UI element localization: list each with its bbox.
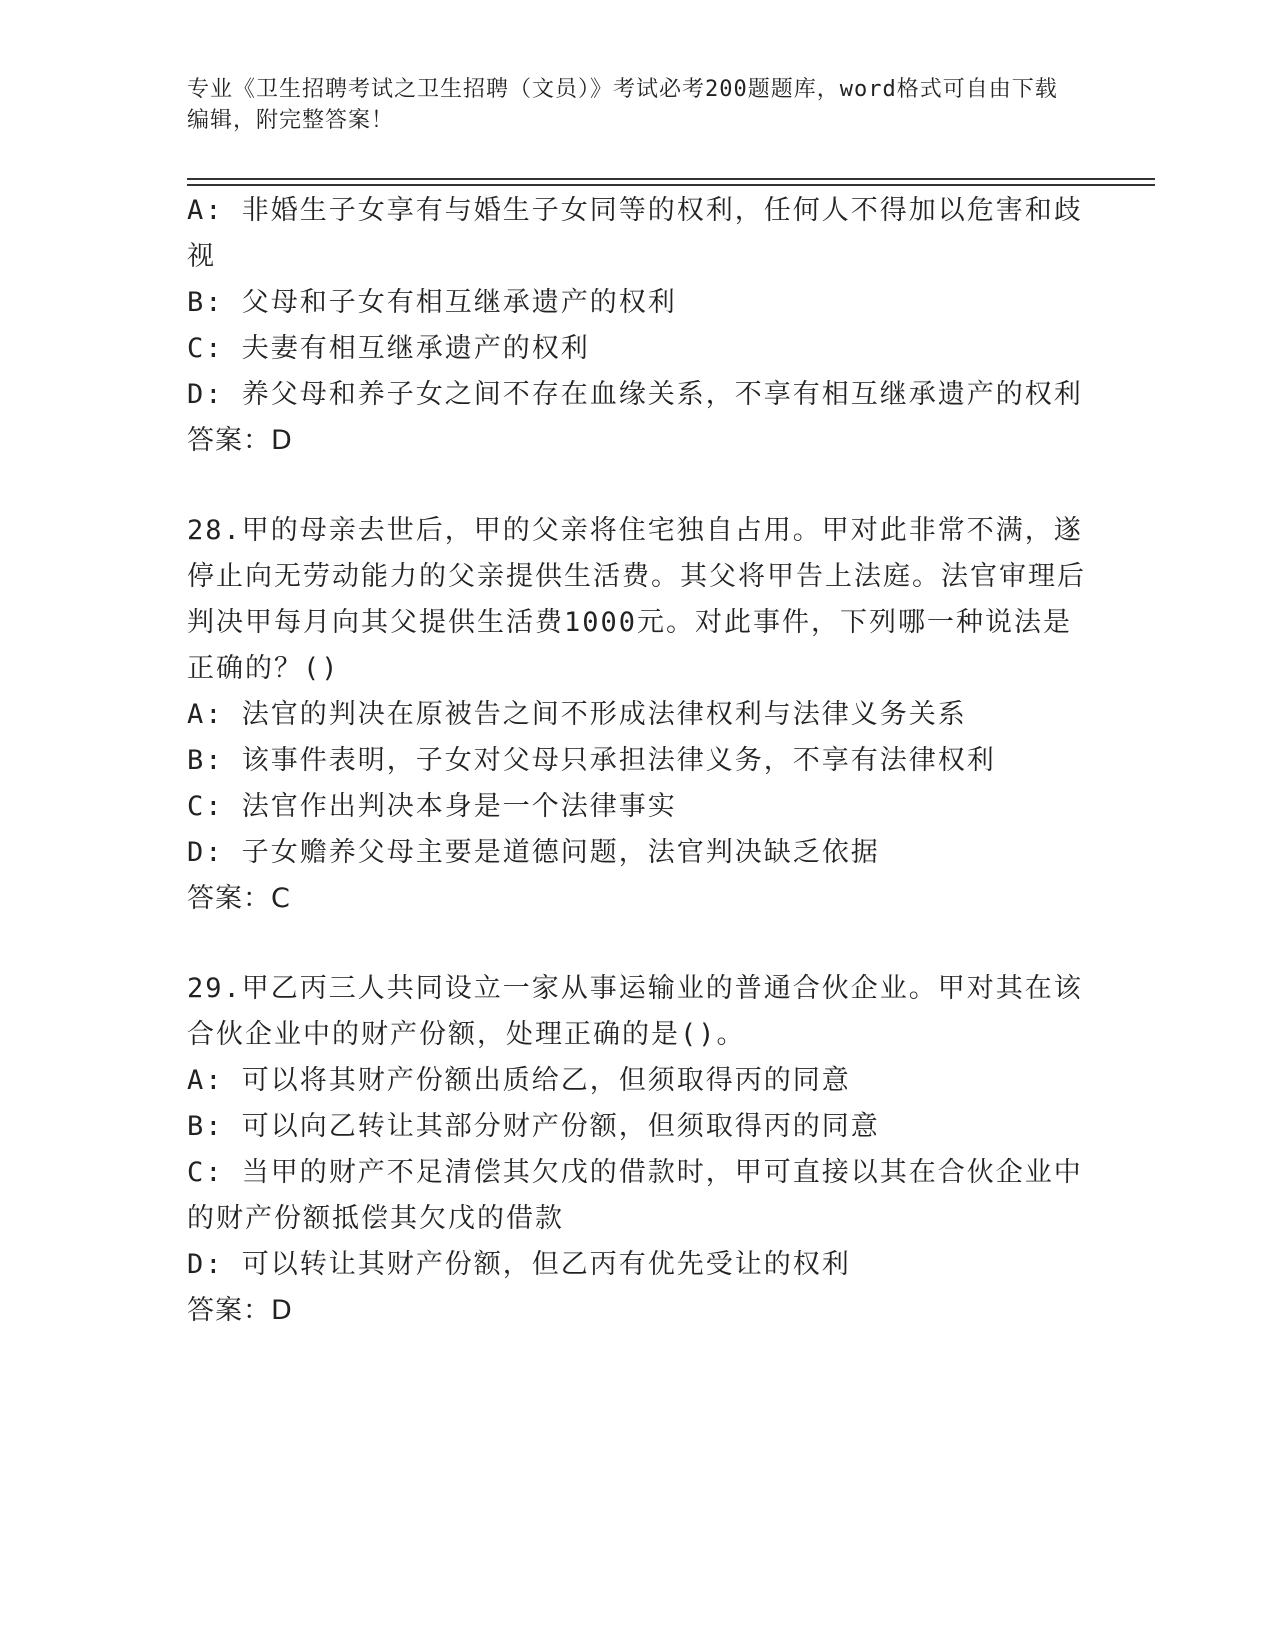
option-a: A: 非婚生子女享有与婚生子女同等的权利，任何人不得加以危害和歧视 xyxy=(187,195,1083,272)
answer: 答案：C xyxy=(187,883,291,914)
option-b: B: 父母和子女有相互继承遗产的权利 xyxy=(187,287,677,318)
option-a: A: 法官的判决在原被告之间不形成法律权利与法律义务关系 xyxy=(187,699,967,730)
question-27 xyxy=(187,188,1087,464)
header-text: 专业《卫生招聘考试之卫生招聘（文员）》考试必考200题题库，word格式可自由下载编辑，附完整答案！ xyxy=(187,77,1058,133)
document-header xyxy=(187,74,1067,136)
question-list xyxy=(187,188,1087,1334)
question-28 xyxy=(187,508,1087,922)
question-stem: 29.甲乙丙三人共同设立一家从事运输业的普通合伙企业。甲对其在该合伙企业中的财产份额，处理正确的是()。 xyxy=(187,973,1083,1050)
header-divider-bottom xyxy=(187,184,1155,186)
option-d: D: 子女赡养父母主要是道德问题，法官判决缺乏依据 xyxy=(187,837,880,868)
question-29 xyxy=(187,966,1087,1334)
option-a: A: 可以将其财产份额出质给乙，但须取得丙的同意 xyxy=(187,1065,851,1096)
option-c: C: 当甲的财产不足清偿其欠戊的借款时，甲可直接以其在合伙企业中的财产份额抵偿其欠戊的借款 xyxy=(187,1157,1083,1234)
question-stem: 28.甲的母亲去世后，甲的父亲将住宅独自占用。甲对此非常不满，遂停止向无劳动能力的父亲提供生活费。其父将甲告上法庭。法官审理后判决甲每月向其父提供生活费1000元。对此事件，下列哪一种说法是正确的？() xyxy=(187,515,1086,684)
header-divider-top xyxy=(187,178,1155,180)
option-b: B: 该事件表明，子女对父母只承担法律义务，不享有法律权利 xyxy=(187,745,996,776)
option-d: D: 养父母和养子女之间不存在血缘关系，不享有相互继承遗产的权利 xyxy=(187,379,1083,410)
answer: 答案：D xyxy=(187,425,293,456)
answer: 答案：D xyxy=(187,1295,293,1326)
option-c: C: 法官作出判决本身是一个法律事实 xyxy=(187,791,677,822)
option-c: C: 夫妻有相互继承遗产的权利 xyxy=(187,333,590,364)
option-b: B: 可以向乙转让其部分财产份额，但须取得丙的同意 xyxy=(187,1111,880,1142)
option-d: D: 可以转让其财产份额，但乙丙有优先受让的权利 xyxy=(187,1249,851,1280)
